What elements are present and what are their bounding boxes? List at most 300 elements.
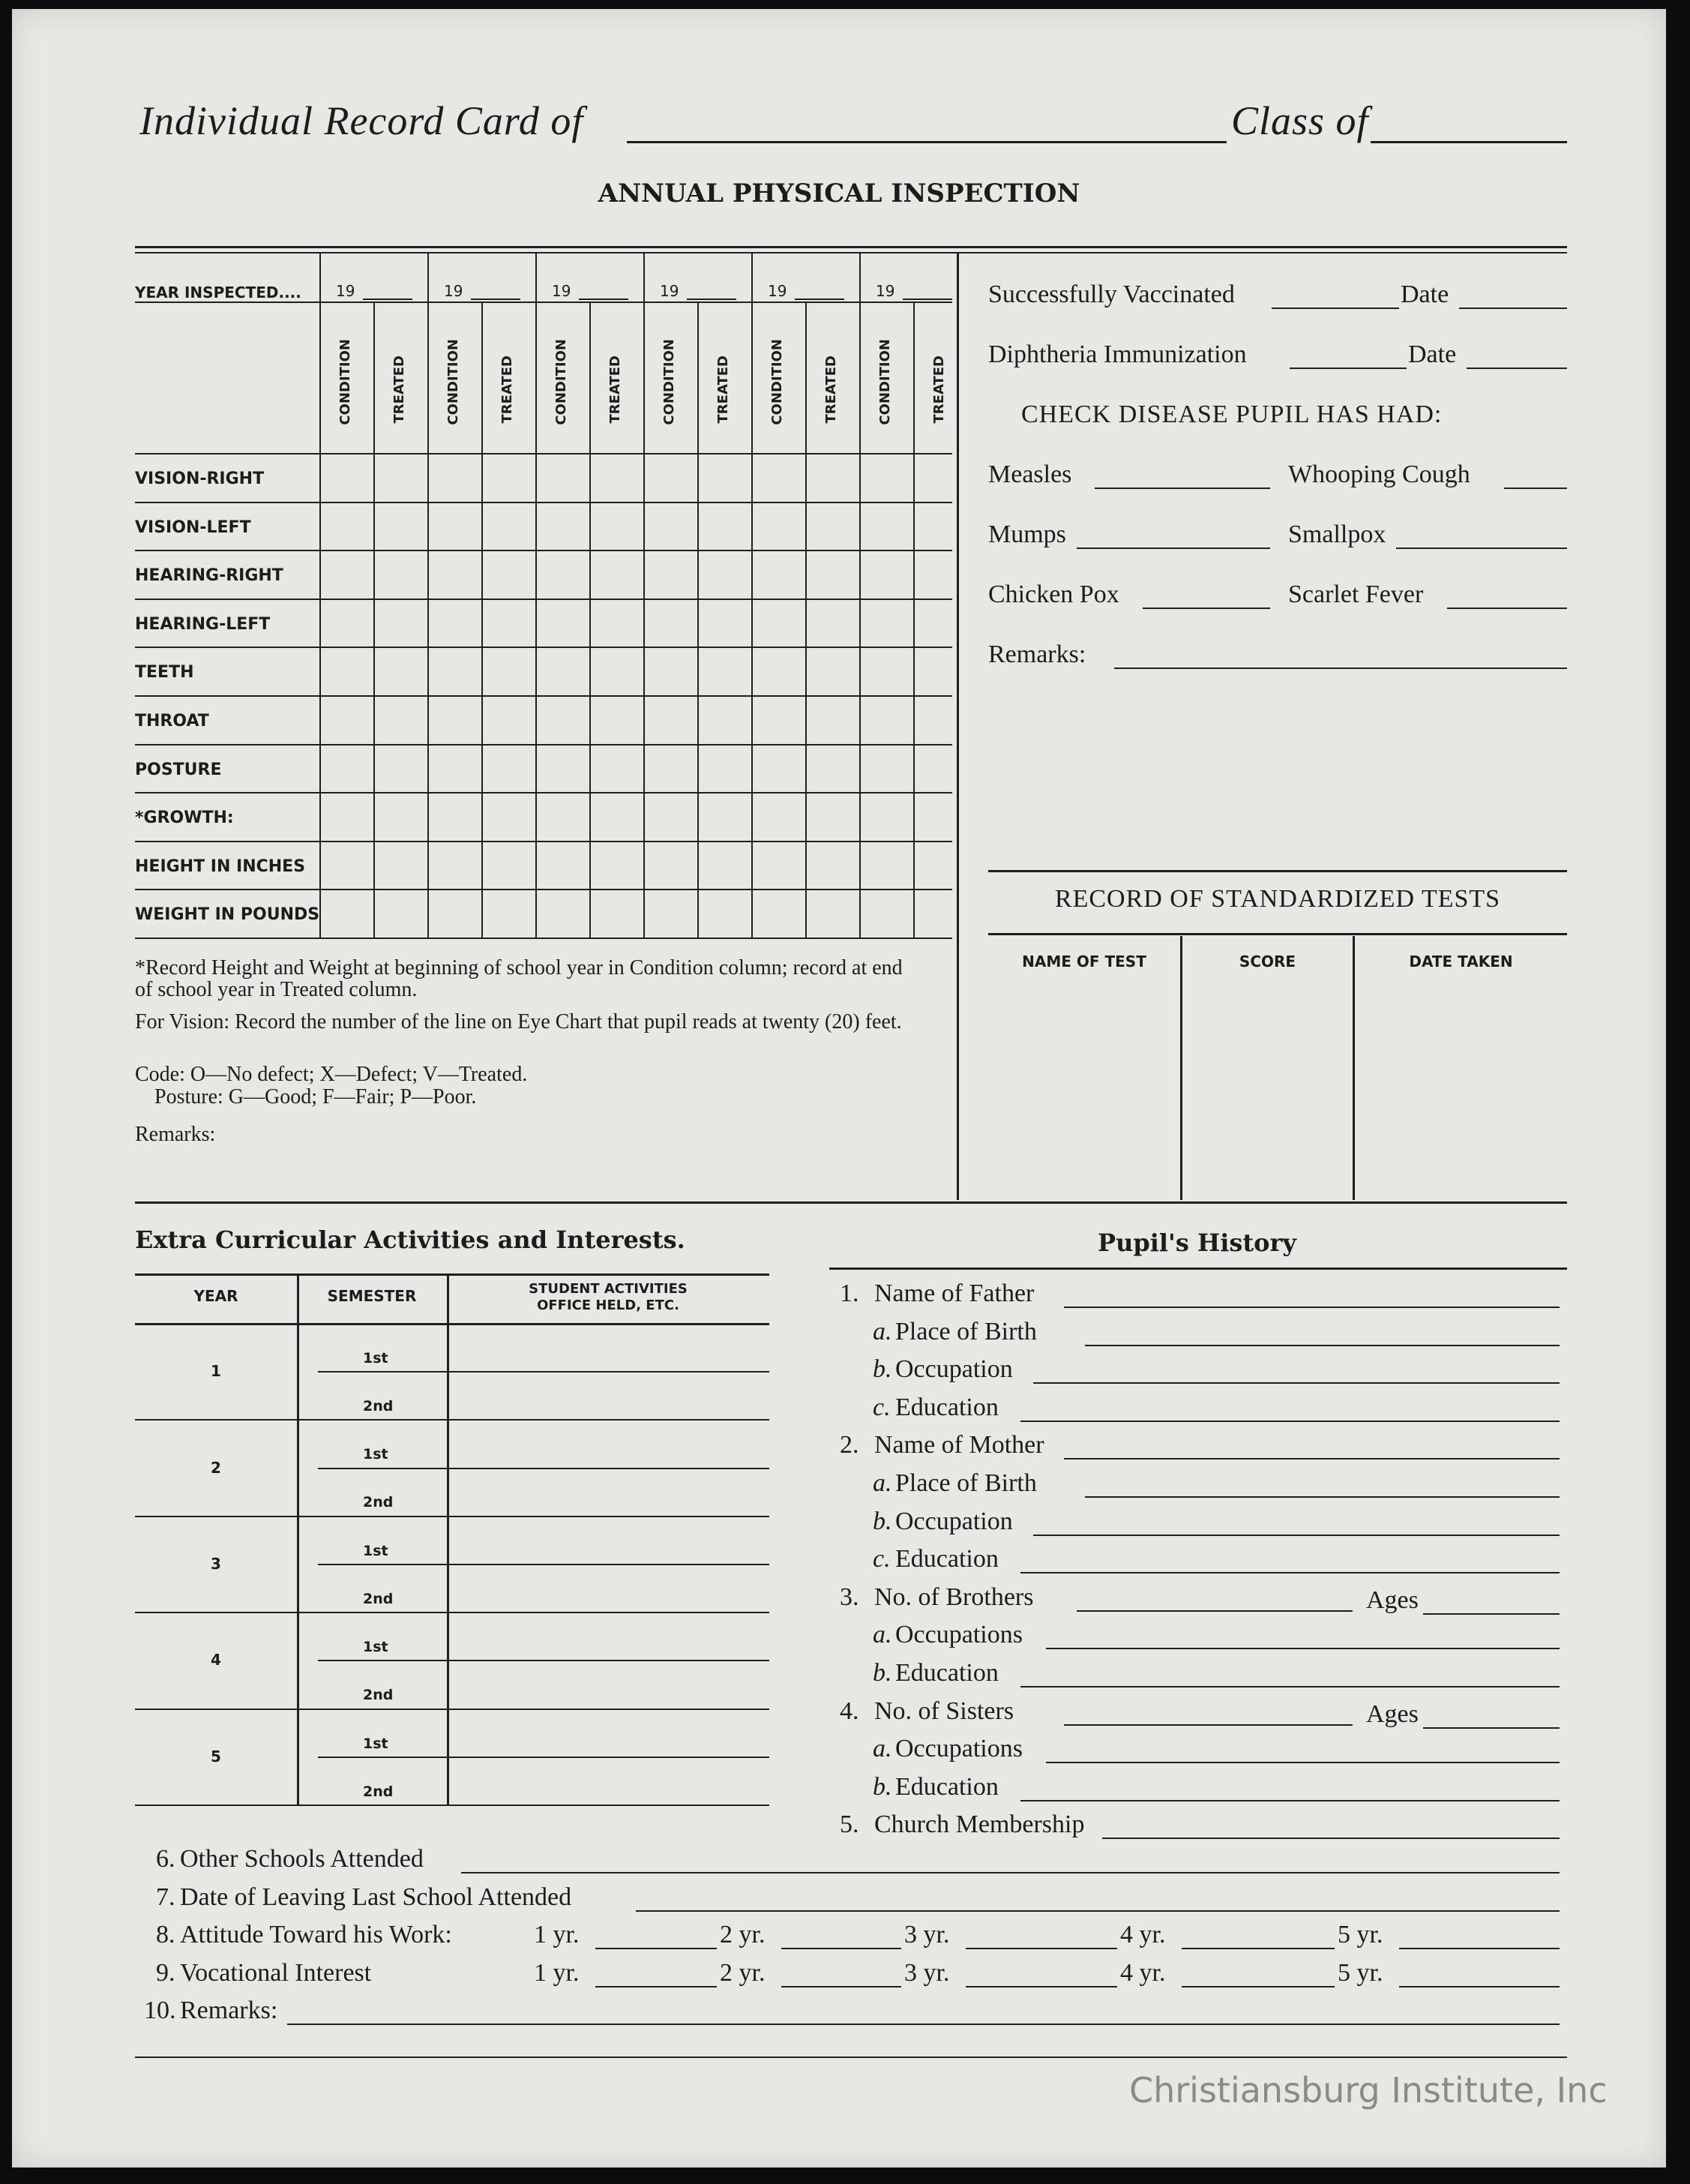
activities-semester-rule <box>318 1468 769 1469</box>
inspection-cell[interactable] <box>591 648 643 695</box>
inspection-cell[interactable] <box>861 890 913 938</box>
bottom-item-label: Remarks: <box>180 1996 278 2025</box>
inspection-cell[interactable] <box>699 842 751 890</box>
condition-header: CONDITION <box>661 339 677 425</box>
activity-entry[interactable] <box>450 1712 768 1755</box>
vaccinated-label: Successfully Vaccinated <box>988 280 1235 308</box>
inspection-cell[interactable] <box>807 503 859 550</box>
activities-year-rule <box>135 1419 769 1420</box>
inspection-cell[interactable] <box>321 648 373 695</box>
class-blank-line[interactable] <box>1371 141 1567 143</box>
history-blank[interactable] <box>1064 1306 1560 1308</box>
treated-header: TREATED <box>499 356 515 424</box>
inspection-cell[interactable] <box>591 697 643 744</box>
history-item-label: Occupations <box>895 1735 1023 1763</box>
inspection-cell[interactable] <box>753 842 805 890</box>
inspection-cell[interactable] <box>645 697 697 744</box>
ages-blank[interactable] <box>1423 1727 1560 1729</box>
history-item-number: a. <box>873 1735 892 1763</box>
year-prefix: 19 <box>768 282 787 300</box>
health-remarks-blank[interactable] <box>1114 668 1567 669</box>
history-blank[interactable] <box>1085 1345 1560 1346</box>
year-mark: 1 yr. <box>534 1921 580 1949</box>
inspection-cell[interactable] <box>429 890 481 938</box>
inspection-cell[interactable] <box>915 648 967 695</box>
inspection-cell[interactable] <box>537 842 589 890</box>
history-item-label: Church Membership <box>874 1810 1085 1839</box>
inspection-cell[interactable] <box>807 600 859 647</box>
bottom-item-label: Other Schools Attended <box>180 1845 424 1873</box>
treated-header: TREATED <box>391 356 407 424</box>
inspection-cell[interactable] <box>375 648 427 695</box>
tests-col-divider-1 <box>1180 936 1182 1200</box>
chicken-pox-blank[interactable] <box>1143 608 1270 609</box>
inspection-cell[interactable] <box>861 648 913 695</box>
inspection-cell[interactable] <box>429 697 481 744</box>
code-note: Code: O—No defect; X—Defect; V—Treated. <box>135 1063 528 1086</box>
history-item-number: b. <box>873 1355 892 1384</box>
inspection-row-label: *GROWTH: <box>135 808 234 828</box>
inspection-cell[interactable] <box>753 648 805 695</box>
year-blank[interactable] <box>1182 1986 1335 1988</box>
activity-entry[interactable] <box>450 1760 768 1803</box>
semester-second: 2nd <box>363 1494 394 1511</box>
activities-col-activities-2: OFFICE HELD, ETC. <box>537 1298 679 1313</box>
activities-year-rule <box>135 1804 769 1806</box>
inspection-cell[interactable] <box>537 454 589 502</box>
inspection-cell[interactable] <box>591 600 643 647</box>
inspection-cell[interactable] <box>807 697 859 744</box>
inspection-cell[interactable] <box>699 648 751 695</box>
inspection-cell[interactable] <box>753 454 805 502</box>
bottom-item-label: Vocational Interest <box>180 1958 372 1987</box>
inspection-cell[interactable] <box>537 746 589 793</box>
history-blank[interactable] <box>1020 1800 1560 1802</box>
inspection-cell[interactable] <box>375 551 427 598</box>
smallpox-blank[interactable] <box>1396 548 1567 549</box>
inspection-cell[interactable] <box>321 503 373 550</box>
inspection-cell[interactable] <box>807 890 859 938</box>
inspection-cell[interactable] <box>699 454 751 502</box>
inspection-cell[interactable] <box>645 503 697 550</box>
history-item-label: Name of Mother <box>874 1431 1044 1460</box>
year-prefix: 19 <box>336 282 355 300</box>
activities-year: 3 <box>211 1555 221 1573</box>
history-blank[interactable] <box>1085 1496 1560 1498</box>
activity-entry[interactable] <box>450 1326 768 1370</box>
inspection-cell[interactable] <box>483 890 535 938</box>
year-mark: 2 yr. <box>720 1958 766 1987</box>
inspection-cell[interactable] <box>591 890 643 938</box>
activities-col-semester: SEMESTER <box>327 1287 417 1305</box>
inspection-cell[interactable] <box>699 551 751 598</box>
bottom-rule <box>135 2056 1567 2058</box>
activity-entry[interactable] <box>450 1615 768 1658</box>
inspection-cell[interactable] <box>483 697 535 744</box>
inspection-row-label: VISION-RIGHT <box>135 470 265 488</box>
year-mark: 4 yr. <box>1120 1921 1166 1949</box>
inspection-cell[interactable] <box>591 746 643 793</box>
inspection-cell[interactable] <box>591 842 643 890</box>
inspection-cell[interactable] <box>915 551 967 598</box>
history-blank[interactable] <box>1077 1610 1353 1612</box>
inspection-cell[interactable] <box>915 697 967 744</box>
inspection-row-label: HEARING-RIGHT <box>135 566 283 586</box>
history-item-label: No. of Brothers <box>874 1582 1034 1611</box>
inspection-cell[interactable] <box>699 890 751 938</box>
condition-header: CONDITION <box>337 339 353 425</box>
section-divider <box>957 254 959 1200</box>
history-blank[interactable] <box>1033 1534 1560 1536</box>
page-subtitle: ANNUAL PHYSICAL INSPECTION <box>598 178 1080 208</box>
inspection-cell[interactable] <box>537 697 589 744</box>
history-blank[interactable] <box>1046 1762 1560 1763</box>
year-blank[interactable] <box>1182 1948 1335 1949</box>
activities-col-activities-1: STUDENT ACTIVITIES <box>529 1281 688 1297</box>
inspection-cell[interactable] <box>321 746 373 793</box>
inspection-cell[interactable] <box>699 697 751 744</box>
tests-heading: RECORD OF STANDARDIZED TESTS <box>1054 885 1501 913</box>
year-mark: 3 yr. <box>904 1958 950 1987</box>
inspection-cell[interactable] <box>483 600 535 647</box>
inspection-cell[interactable] <box>807 551 859 598</box>
inspection-row-label: HEIGHT IN INCHES <box>135 856 306 876</box>
year-blank[interactable] <box>781 1948 901 1949</box>
inspection-cell[interactable] <box>807 454 859 502</box>
year-blank[interactable] <box>903 298 952 300</box>
bottom-item-number: 10. <box>144 1996 176 2025</box>
top-rule <box>135 246 1567 248</box>
measles-blank[interactable] <box>1095 488 1270 489</box>
year-row-rule <box>135 302 952 303</box>
history-item-number: b. <box>873 1659 892 1687</box>
bottom-item-number: 8. <box>156 1921 175 1949</box>
tests-top-rule <box>988 870 1567 872</box>
inspection-cell[interactable] <box>915 600 967 647</box>
inspection-cell[interactable] <box>429 794 481 841</box>
inspection-row-rule <box>135 938 952 939</box>
vaccinated-date-blank[interactable] <box>1459 308 1567 309</box>
inspection-cell[interactable] <box>375 600 427 647</box>
inspection-cell[interactable] <box>429 648 481 695</box>
tests-heading-rule <box>988 933 1567 935</box>
inspection-cell[interactable] <box>861 600 913 647</box>
history-heading: Pupil's History <box>1098 1228 1296 1257</box>
inspection-cell[interactable] <box>807 842 859 890</box>
year-prefix: 19 <box>552 282 571 300</box>
inspection-cell[interactable] <box>429 503 481 550</box>
inspection-cell[interactable] <box>375 890 427 938</box>
inspection-cell[interactable] <box>699 746 751 793</box>
history-item-number: 5. <box>840 1810 859 1839</box>
inspection-cell[interactable] <box>645 648 697 695</box>
inspection-cell[interactable] <box>483 551 535 598</box>
inspection-cell[interactable] <box>591 454 643 502</box>
year-blank[interactable] <box>966 1986 1117 1988</box>
year-blank[interactable] <box>595 1948 717 1949</box>
history-item-number: 3. <box>840 1582 859 1611</box>
inspection-cell[interactable] <box>375 794 427 841</box>
inspection-cell[interactable] <box>645 794 697 841</box>
activities-semester-rule <box>318 1756 769 1758</box>
inspection-cell[interactable] <box>645 551 697 598</box>
semester-first: 1st <box>363 1350 388 1366</box>
year-blank[interactable] <box>966 1948 1117 1949</box>
activities-year: 5 <box>211 1747 221 1766</box>
vaccinated-blank[interactable] <box>1272 308 1399 309</box>
year-blank[interactable] <box>471 298 520 300</box>
activity-entry[interactable] <box>450 1471 768 1514</box>
history-item-label: Education <box>895 1545 999 1574</box>
inspection-cell[interactable] <box>753 794 805 841</box>
year-blank[interactable] <box>363 298 412 300</box>
inspection-cell[interactable] <box>537 551 589 598</box>
inspection-cell[interactable] <box>375 842 427 890</box>
year-blank[interactable] <box>687 298 736 300</box>
history-item-label: Name of Father <box>874 1280 1035 1307</box>
inspection-cell[interactable] <box>699 794 751 841</box>
inspection-cell[interactable] <box>483 648 535 695</box>
inspection-cell[interactable] <box>375 454 427 502</box>
inspection-cell[interactable] <box>753 503 805 550</box>
year-mark: 5 yr. <box>1338 1958 1383 1987</box>
activity-entry[interactable] <box>450 1567 768 1610</box>
whooping-cough-blank[interactable] <box>1504 488 1567 489</box>
inspection-cell[interactable] <box>483 842 535 890</box>
semester-first: 1st <box>363 1735 388 1752</box>
history-item-number: 4. <box>840 1696 859 1725</box>
semester-first: 1st <box>363 1639 388 1656</box>
inspection-cell[interactable] <box>861 842 913 890</box>
inspection-cell[interactable] <box>915 454 967 502</box>
inspection-cell[interactable] <box>321 842 373 890</box>
inspection-cell[interactable] <box>915 794 967 841</box>
vision-note: For Vision: Record the number of the line on Eye Chart that pupil reads at twenty (20) feet. <box>135 1010 902 1034</box>
inspection-cell[interactable] <box>483 794 535 841</box>
history-item-label: Education <box>895 1772 999 1801</box>
inspection-cell[interactable] <box>321 454 373 502</box>
history-item-label: No. of Sisters <box>874 1696 1014 1725</box>
semester-first: 1st <box>363 1446 388 1463</box>
measles-label: Measles <box>988 460 1072 488</box>
inspection-cell[interactable] <box>807 746 859 793</box>
history-blank[interactable] <box>1020 1572 1560 1574</box>
watermark-text: Christiansburg Institute, Inc <box>1129 2070 1608 2110</box>
activity-entry[interactable] <box>450 1663 768 1706</box>
inspection-cell[interactable] <box>429 600 481 647</box>
inspection-cell[interactable] <box>861 454 913 502</box>
health-remarks-label: Remarks: <box>988 640 1086 668</box>
year-blank[interactable] <box>795 298 844 300</box>
class-of-label: Class of <box>1231 98 1369 143</box>
inspection-row-label: WEIGHT IN POUNDS <box>135 905 320 925</box>
treated-header: TREATED <box>931 356 947 424</box>
year-blank[interactable] <box>1399 1986 1560 1988</box>
bottom-item-number: 7. <box>156 1882 175 1911</box>
history-blank[interactable] <box>1102 1838 1560 1839</box>
posture-code-note: Posture: G—Good; F—Fair; P—Poor. <box>154 1085 477 1108</box>
condition-header: CONDITION <box>445 339 461 425</box>
bottom-item-number: 9. <box>156 1958 175 1987</box>
inspection-cell[interactable] <box>483 454 535 502</box>
inspection-cell[interactable] <box>321 551 373 598</box>
activities-header-rule <box>135 1323 769 1325</box>
inspection-cell[interactable] <box>753 890 805 938</box>
inspection-cell[interactable] <box>429 746 481 793</box>
inspection-cell[interactable] <box>591 503 643 550</box>
inspection-cell[interactable] <box>429 454 481 502</box>
year-blank[interactable] <box>579 298 628 300</box>
treated-header: TREATED <box>607 356 623 424</box>
inspection-cell[interactable] <box>375 697 427 744</box>
diphtheria-date-label: Date <box>1408 340 1457 368</box>
year-blank[interactable] <box>1399 1948 1560 1949</box>
inspection-cell[interactable] <box>861 697 913 744</box>
inspection-cell[interactable] <box>375 503 427 550</box>
inspection-cell[interactable] <box>861 551 913 598</box>
inspection-cell[interactable] <box>753 551 805 598</box>
history-item-number: b. <box>873 1772 892 1801</box>
inspection-cell[interactable] <box>645 890 697 938</box>
activities-col-divider <box>297 1274 299 1804</box>
year-inspected-label: YEAR INSPECTED.... <box>135 284 301 302</box>
ages-label: Ages <box>1366 1586 1419 1614</box>
inspection-cell[interactable] <box>645 746 697 793</box>
mumps-blank[interactable] <box>1077 548 1270 549</box>
history-blank[interactable] <box>1020 1420 1560 1422</box>
bottom-item-blank[interactable] <box>287 2024 1560 2025</box>
year-prefix: 19 <box>876 282 895 300</box>
semester-first: 1st <box>363 1542 388 1559</box>
inspection-cell[interactable] <box>699 503 751 550</box>
inspection-row-label: TEETH <box>135 663 194 682</box>
history-heading-rule <box>829 1268 1567 1270</box>
year-blank[interactable] <box>781 1986 901 1988</box>
inspection-cell[interactable] <box>537 600 589 647</box>
inspection-cell[interactable] <box>699 600 751 647</box>
activities-year-rule <box>135 1516 769 1517</box>
bottom-item-blank[interactable] <box>636 1910 1560 1912</box>
inspection-cell[interactable] <box>321 600 373 647</box>
activities-col-divider <box>447 1274 449 1804</box>
diphtheria-blank[interactable] <box>1290 368 1407 369</box>
diphtheria-date-blank[interactable] <box>1467 368 1567 369</box>
scarlet-fever-blank[interactable] <box>1447 608 1567 609</box>
history-item-label: Place of Birth <box>895 1469 1037 1497</box>
inspection-cell[interactable] <box>753 697 805 744</box>
name-blank-line[interactable] <box>627 141 1227 143</box>
inspection-remarks-label: Remarks: <box>135 1123 216 1146</box>
history-item-label: Occupations <box>895 1621 1023 1649</box>
history-item-label: Education <box>895 1659 999 1687</box>
treated-header: TREATED <box>715 356 731 424</box>
inspection-cell[interactable] <box>483 503 535 550</box>
inspection-cell[interactable] <box>861 503 913 550</box>
inspection-cell[interactable] <box>483 746 535 793</box>
activities-semester-rule <box>318 1371 769 1372</box>
activities-year-rule <box>135 1612 769 1613</box>
activities-col-year: YEAR <box>193 1287 238 1305</box>
activities-top-rule <box>135 1274 769 1276</box>
tests-col-name: NAME OF TEST <box>1022 952 1146 970</box>
year-prefix: 19 <box>660 282 679 300</box>
history-blank[interactable] <box>1033 1382 1560 1384</box>
activities-year: 4 <box>211 1651 221 1670</box>
inspection-cell[interactable] <box>321 890 373 938</box>
inspection-cell[interactable] <box>807 648 859 695</box>
inspection-row-label: VISION-LEFT <box>135 518 251 537</box>
inspection-cell[interactable] <box>645 454 697 502</box>
inspection-cell[interactable] <box>753 746 805 793</box>
history-item-number: c. <box>873 1393 891 1421</box>
inspection-cell[interactable] <box>591 551 643 598</box>
inspection-cell[interactable] <box>537 503 589 550</box>
inspection-cell[interactable] <box>645 842 697 890</box>
history-blank[interactable] <box>1064 1458 1560 1460</box>
inspection-cell[interactable] <box>861 746 913 793</box>
activities-year-rule <box>135 1708 769 1710</box>
inspection-cell[interactable] <box>429 842 481 890</box>
inspection-row-label: THROAT <box>135 712 209 730</box>
history-item-label: Place of Birth <box>895 1317 1037 1346</box>
inspection-cell[interactable] <box>807 794 859 841</box>
inspection-cell[interactable] <box>915 890 967 938</box>
history-blank[interactable] <box>1064 1724 1353 1726</box>
inspection-cell[interactable] <box>861 794 913 841</box>
whooping-cough-label: Whooping Cough <box>1288 460 1470 488</box>
condition-header: CONDITION <box>769 339 785 425</box>
mumps-label: Mumps <box>988 520 1066 548</box>
activity-entry[interactable] <box>450 1519 768 1562</box>
activity-entry[interactable] <box>450 1422 768 1466</box>
inspection-cell[interactable] <box>915 842 967 890</box>
growth-note: *Record Height and Weight at beginning of school year in Condition column; record at end of school year in Treated column. <box>135 956 903 1001</box>
history-blank[interactable] <box>1046 1648 1560 1649</box>
bottom-item-number: 6. <box>156 1845 175 1873</box>
treated-header: TREATED <box>823 356 839 424</box>
inspection-cell[interactable] <box>429 551 481 598</box>
history-blank[interactable] <box>1020 1686 1560 1688</box>
history-item-number: c. <box>873 1545 891 1574</box>
inspection-cell[interactable] <box>321 697 373 744</box>
ages-blank[interactable] <box>1423 1613 1560 1615</box>
activities-year: 2 <box>211 1458 221 1477</box>
year-blank[interactable] <box>595 1986 717 1988</box>
vaccinated-date-label: Date <box>1401 280 1449 308</box>
inspection-cell[interactable] <box>915 503 967 550</box>
inspection-cell[interactable] <box>537 648 589 695</box>
inspection-cell[interactable] <box>537 794 589 841</box>
smallpox-label: Smallpox <box>1288 520 1386 548</box>
inspection-cell[interactable] <box>915 746 967 793</box>
inspection-cell[interactable] <box>321 794 373 841</box>
inspection-cell[interactable] <box>753 600 805 647</box>
inspection-cell[interactable] <box>537 890 589 938</box>
history-item-number: 1. <box>840 1280 859 1307</box>
year-mark: 1 yr. <box>534 1958 580 1987</box>
inspection-cell[interactable] <box>591 794 643 841</box>
condition-header: CONDITION <box>877 339 893 425</box>
inspection-cell[interactable] <box>645 600 697 647</box>
bottom-item-label: Date of Leaving Last School Attended <box>180 1882 572 1911</box>
bottom-item-blank[interactable] <box>461 1872 1560 1874</box>
activity-entry[interactable] <box>450 1374 768 1418</box>
inspection-cell[interactable] <box>375 746 427 793</box>
top-rule-thin <box>135 252 1567 254</box>
activities-semester-rule <box>318 1564 769 1565</box>
middle-rule <box>135 1202 1567 1204</box>
semester-second: 2nd <box>363 1687 394 1704</box>
